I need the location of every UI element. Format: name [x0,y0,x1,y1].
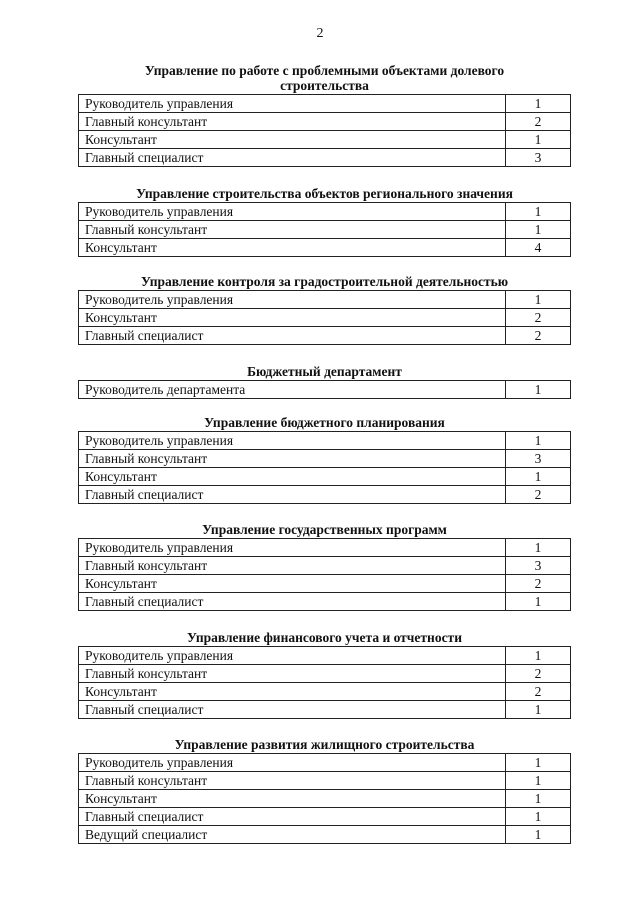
staff-table [78,538,571,611]
table-row [79,450,571,468]
staff-table [78,380,571,399]
position-cell: Консультант [79,790,506,808]
staff-table [78,431,571,504]
section-title-line: Управление строительства объектов регионального значения [136,186,513,201]
section-title-line: Управление бюджетного планирования [204,415,445,430]
position-cell: Главный консультант [79,665,506,683]
table-row [79,239,571,257]
section-title-line: Управление по работе с проблемными объектами долевого [144,63,505,78]
position-cell: Консультант [79,575,506,593]
count-cell: 2 [506,665,571,683]
table-row [79,790,571,808]
page-number: 2 [316,26,324,41]
count-cell: 1 [506,203,571,221]
count-cell: 1 [506,790,571,808]
count-cell: 1 [506,539,571,557]
staff-table [78,290,571,345]
section-title [78,522,571,537]
count-cell: 1 [506,593,571,611]
section-title-line: Управление финансового учета и отчетности [187,630,462,645]
position-cell: Главный специалист [79,149,506,167]
section-financial-accounting [78,630,571,719]
table-row [79,113,571,131]
position-cell: Главный специалист [79,701,506,719]
table-row [79,309,571,327]
section-title [78,186,571,201]
table-row [79,808,571,826]
position-cell: Главный специалист [79,486,506,504]
count-cell: 2 [506,113,571,131]
count-cell: 1 [506,826,571,844]
count-cell: 3 [506,450,571,468]
count-cell: 1 [506,647,571,665]
position-cell: Главный консультант [79,450,506,468]
position-cell: Руководитель управления [79,539,506,557]
count-cell: 1 [506,221,571,239]
table-row [79,327,571,345]
section-title [78,364,571,379]
position-cell: Консультант [79,131,506,149]
position-cell: Главный специалист [79,808,506,826]
count-cell: 2 [506,486,571,504]
section-title-line: Управление государственных программ [202,522,447,537]
table-row [79,772,571,790]
position-cell: Руководитель управления [79,291,506,309]
position-cell: Главный консультант [79,221,506,239]
table-row [79,131,571,149]
position-cell: Руководитель управления [79,203,506,221]
position-cell: Консультант [79,239,506,257]
count-cell: 1 [506,701,571,719]
position-cell: Консультант [79,683,506,701]
position-cell: Главный специалист [79,327,506,345]
section-title [78,415,571,430]
count-cell: 1 [506,131,571,149]
staff-table [78,94,571,167]
table-row [79,203,571,221]
section-budget-department [78,364,571,399]
section-title [78,63,571,93]
table-row [79,557,571,575]
count-cell: 1 [506,432,571,450]
position-cell: Руководитель управления [79,647,506,665]
count-cell: 2 [506,327,571,345]
table-row [79,701,571,719]
position-cell: Консультант [79,309,506,327]
section-problem-objects [78,63,571,167]
section-title-line: Управление развития жилищного строительства [174,737,475,752]
staff-table [78,753,571,844]
position-cell: Главный консультант [79,113,506,131]
table-row [79,665,571,683]
position-cell: Руководитель управления [79,432,506,450]
section-budget-planning [78,415,571,504]
count-cell: 1 [506,772,571,790]
count-cell: 1 [506,468,571,486]
section-state-programs [78,522,571,611]
table-row [79,381,571,399]
table-row [79,593,571,611]
position-cell: Руководитель управления [79,754,506,772]
table-row [79,221,571,239]
section-title [78,737,571,752]
table-row [79,826,571,844]
table-row [79,539,571,557]
count-cell: 2 [506,575,571,593]
section-title-line: Бюджетный департамент [247,364,402,379]
position-cell: Ведущий специалист [79,826,506,844]
count-cell: 3 [506,149,571,167]
position-cell: Главный консультант [79,557,506,575]
count-cell: 1 [506,381,571,399]
table-row [79,754,571,772]
count-cell: 4 [506,239,571,257]
position-cell: Руководитель департамента [79,381,506,399]
section-title-line: строительства [280,78,369,93]
table-row [79,468,571,486]
section-title [78,274,571,289]
table-row [79,575,571,593]
position-cell: Консультант [79,468,506,486]
count-cell: 2 [506,309,571,327]
count-cell: 3 [506,557,571,575]
section-regional-construction [78,186,571,257]
table-row [79,432,571,450]
staff-table [78,202,571,257]
position-cell: Главный консультант [79,772,506,790]
section-urban-planning-control [78,274,571,345]
table-row [79,647,571,665]
position-cell: Главный специалист [79,593,506,611]
count-cell: 2 [506,683,571,701]
count-cell: 1 [506,754,571,772]
count-cell: 1 [506,291,571,309]
count-cell: 1 [506,95,571,113]
position-cell: Руководитель управления [79,95,506,113]
staff-table [78,646,571,719]
table-row [79,95,571,113]
section-housing-development [78,737,571,844]
table-row [79,683,571,701]
table-row [79,291,571,309]
table-row [79,486,571,504]
section-title [78,630,571,645]
count-cell: 1 [506,808,571,826]
table-row [79,149,571,167]
section-title-line: Управление контроля за градостроительной деятельностью [140,274,509,289]
